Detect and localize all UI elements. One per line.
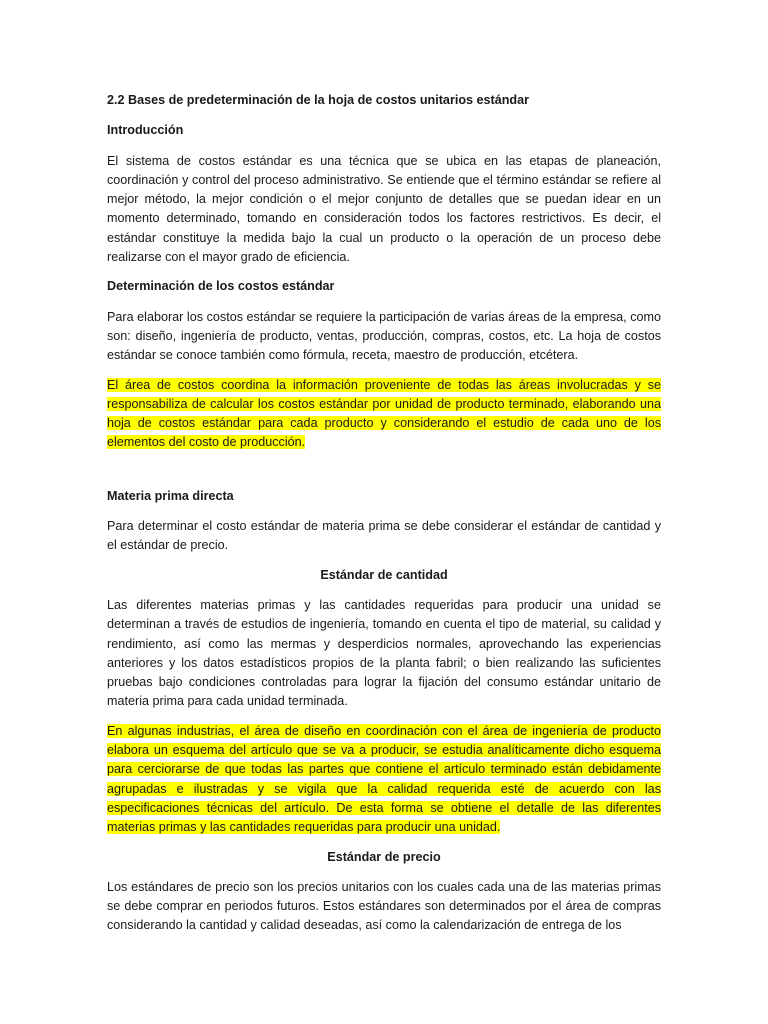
determination-highlight-paragraph bbox=[107, 376, 661, 453]
raw-material-heading: Materia prima directa bbox=[107, 488, 234, 503]
quantity-standard-paragraph: Las diferentes materias primas y las cantidades requeridas para producir una unidad se determinan a través de estudios de ingeniería, tomando en cuenta el tipo de material, su calidad y rendimiento, así como las mermas y desperdicios normales, aprovechando las experiencias anteriores y los datos estadísticos propios de la planta fabril; o bien realizando las suficientes pruebas bajo condiciones controladas para lograr la fijación del consumo estándar unitario de materia prima para cada unidad terminada. bbox=[107, 597, 661, 709]
intro-paragraph: El sistema de costos estándar es una técnica que se ubica en las etapas de planeación, coordinación y control del proceso administrativo. Se entiende que el término estándar se refiere al mejor método, la mejor condición o el mejor conjunto de detalles que se puedan idear en un momento determinado, tomando en consideración todos los factores restrictivos. Es decir, el estándar constituye la medida bajo la cual un producto o la operación de un proceso debe realizarse con el mayor grado de eficiencia. bbox=[107, 153, 661, 265]
intro-heading: Introducción bbox=[107, 123, 184, 138]
quantity-highlight-paragraph bbox=[107, 722, 661, 838]
quantity-standard-heading: Estándar de cantidad bbox=[320, 567, 448, 582]
highlighted-text: En algunas industrias, el área de diseño en coordinación con el área de ingeniería de producto elabora un esquema del artículo que se va a producir, se estudia analíticamente dicho esquema para cerciorarse de que todas las partes que contiene el artículo terminado están debidamente agrupadas e ilustradas y se vigila que la calidad requerida esté de acuerdo con las especificaciones técnicas del artículo. De esta forma se obtiene el detalle de las diferentes materias primas y las cantidades requeridas para producir una unidad. bbox=[107, 723, 661, 835]
price-standard-paragraph: Los estándares de precio son los precios unitarios con los cuales cada una de las materias primas se debe comprar en periodos futuros. Estos estándares son determinados por el área de compras considerando la cantidad y calidad deseadas, así como la calendarización de entrega de los bbox=[107, 879, 661, 933]
highlighted-text: El área de costos coordina la información proveniente de todas las áreas involucradas y se responsabiliza de calcular los costos estándar por unidad de producto terminado, elaborando una hoja de costos estándar para cada producto y considerando el estudio de cada uno de los elementos del costo de producción. bbox=[107, 377, 661, 450]
determination-heading: Determinación de los costos estándar bbox=[107, 279, 335, 294]
spacer bbox=[107, 463, 661, 487]
document-page bbox=[107, 91, 661, 946]
price-standard-heading: Estándar de precio bbox=[327, 849, 441, 864]
determination-paragraph: Para elaborar los costos estándar se requiere la participación de varias áreas de la empresa, como son: diseño, ingeniería de producto, ventas, producción, compras, costos, etc. La hoja de costos estándar se conoce también como fórmula, receta, maestro de producción, etcétera. bbox=[107, 309, 661, 363]
raw-material-paragraph: Para determinar el costo estándar de materia prima se debe considerar el estándar de cantidad y el estándar de precio. bbox=[107, 519, 661, 553]
document-title: 2.2 Bases de predeterminación de la hoja de costos unitarios estándar bbox=[107, 93, 530, 107]
